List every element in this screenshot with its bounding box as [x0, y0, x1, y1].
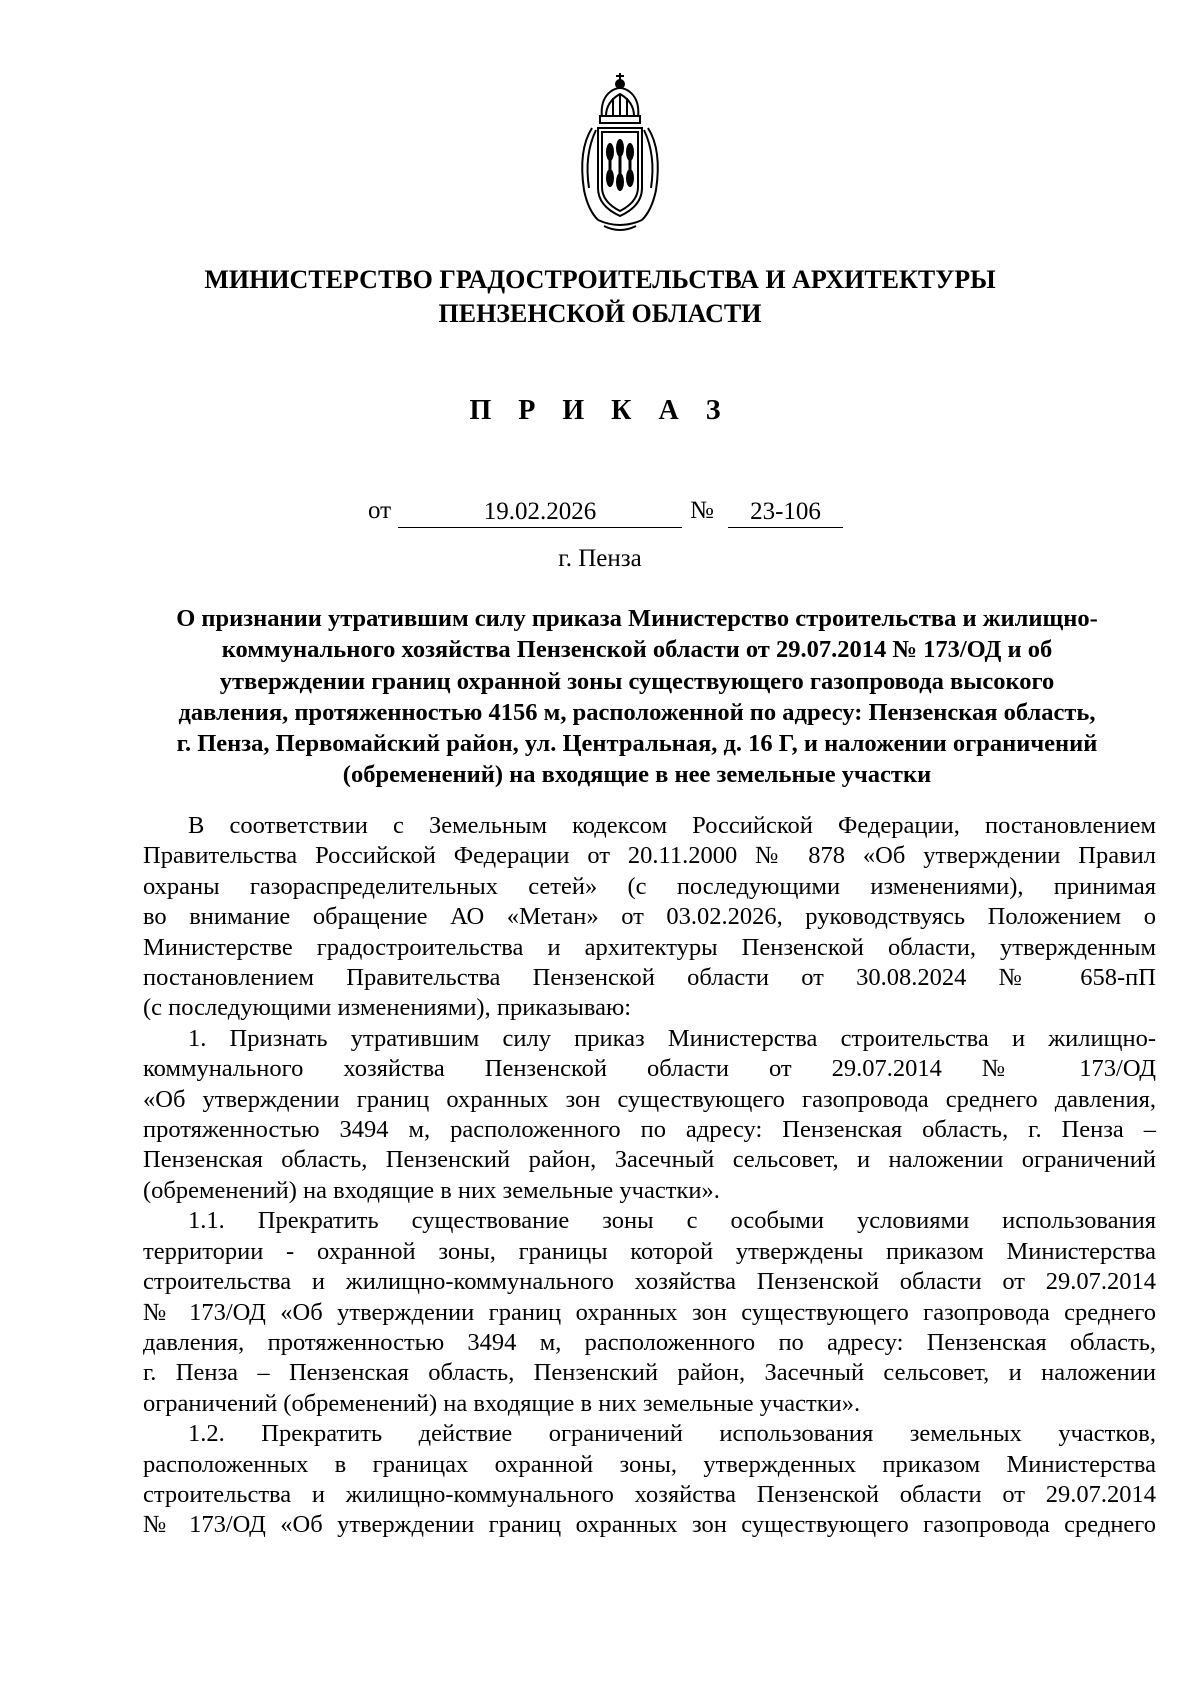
- coat-of-arms-emblem: [570, 70, 670, 235]
- body-line: постановлением Правительства Пензенской области от 30.08.2024 № 658-пП: [143, 964, 1156, 992]
- body-line: «Об утверждении границ охранных зон существующего газопровода среднего давления,: [143, 1085, 1156, 1113]
- order-subject: [122, 603, 1152, 791]
- body-line: ограничений (обременений) на входящие в них земельные участки».: [143, 1389, 861, 1417]
- city: г. Пенза: [558, 545, 642, 572]
- body-line: Пензенская область, Пензенский район, Засечный сельсовет, и наложении ограничений: [143, 1146, 1156, 1174]
- body-line: В соответствии с Земельным кодексом Российской Федерации, постановлением: [188, 812, 1156, 839]
- body-line: строительства и жилищно-коммунального хозяйства Пензенской области от 29.07.2014: [143, 1268, 1156, 1296]
- body-line: № 173/ОД «Об утверждении границ охранных зон существующего газопровода среднего: [143, 1298, 1156, 1326]
- subject-line: утверждении границ охранной зоны существующего газопровода высокого: [219, 667, 1055, 695]
- body-line: давления, протяженностью 3494 м, расположенного по адресу: Пензенская область,: [143, 1328, 1156, 1356]
- body-line: № 173/ОД «Об утверждении границ охранных зон существующего газопровода среднего: [143, 1511, 1156, 1539]
- body-line: охраны газораспределительных сетей» (с последующими изменениями), принимая: [143, 872, 1156, 900]
- body-line: 1.1. Прекратить существование зоны с особыми условиями использования: [188, 1207, 1156, 1235]
- document-type-title: П Р И К А З: [469, 395, 731, 426]
- subject-line: давления, протяженностью 4156 м, расположенной по адресу: Пензенская область,: [178, 698, 1096, 726]
- body-line: 1.2. Прекратить действие ограничений использования земельных участков,: [188, 1420, 1156, 1448]
- order-number: 23-106: [728, 497, 843, 528]
- body-line: во внимание обращение АО «Метан» от 03.02.2026, руководствуясь Положением о: [143, 903, 1156, 931]
- ministry-name-line1: МИНИСТЕРСТВО ГРАДОСТРОИТЕЛЬСТВА И АРХИТЕКТУРЫ: [204, 265, 996, 294]
- subject-line: (обременений) на входящие в нее земельные участки: [342, 761, 932, 789]
- body-line: (с последующими изменениями), приказываю:: [143, 994, 632, 1022]
- order-body: [143, 811, 1156, 1541]
- date-number-line: [0, 497, 1200, 531]
- body-line: (обременений) на входящие в них земельные участки».: [143, 1176, 720, 1204]
- body-line: коммунального хозяйства Пензенской области от 29.07.2014 № 173/ОД: [143, 1055, 1156, 1083]
- body-line: расположенных в границах охранной зоны, утвержденных приказом Министерства: [143, 1450, 1156, 1478]
- item-1-1-paragraph: [143, 1206, 1156, 1419]
- subject-line: г. Пенза, Первомайский район, ул. Центральная, д. 16 Г, и наложении ограничений: [176, 730, 1098, 758]
- body-line: 1. Признать утратившим силу приказ Министерства строительства и жилищно-: [188, 1024, 1156, 1052]
- body-line: Правительства Российской Федерации от 20.11.2000 № 878 «Об утверждении Правил: [143, 842, 1156, 870]
- body-line: Министерстве градостроительства и архитектуры Пензенской области, утвержденным: [143, 933, 1156, 961]
- order-date: 19.02.2026: [398, 497, 682, 528]
- item-1-2-paragraph: [143, 1419, 1156, 1541]
- number-sign: №: [690, 497, 714, 524]
- body-line: г. Пенза – Пензенская область, Пензенский район, Засечный сельсовет, и наложении: [143, 1359, 1156, 1387]
- ministry-name-line2: ПЕНЗЕНСКОЙ ОБЛАСТИ: [438, 299, 762, 328]
- subject-line: О признании утратившим силу приказа Министерство строительства и жилищно-: [176, 605, 1098, 632]
- subject-line: коммунального хозяйства Пензенской области от 29.07.2014 № 173/ОД и об: [221, 636, 1053, 664]
- body-line: территории - охранной зоны, границы которой утверждены приказом Министерства: [143, 1237, 1156, 1265]
- preamble-paragraph: [143, 811, 1156, 1024]
- item-1-paragraph: [143, 1024, 1156, 1206]
- body-line: строительства и жилищно-коммунального хозяйства Пензенской области от 29.07.2014: [143, 1480, 1156, 1508]
- body-line: протяженностью 3494 м, расположенного по адресу: Пензенская область, г. Пенза –: [143, 1116, 1156, 1144]
- ministry-name: [0, 263, 1200, 331]
- date-prefix: от: [368, 497, 392, 524]
